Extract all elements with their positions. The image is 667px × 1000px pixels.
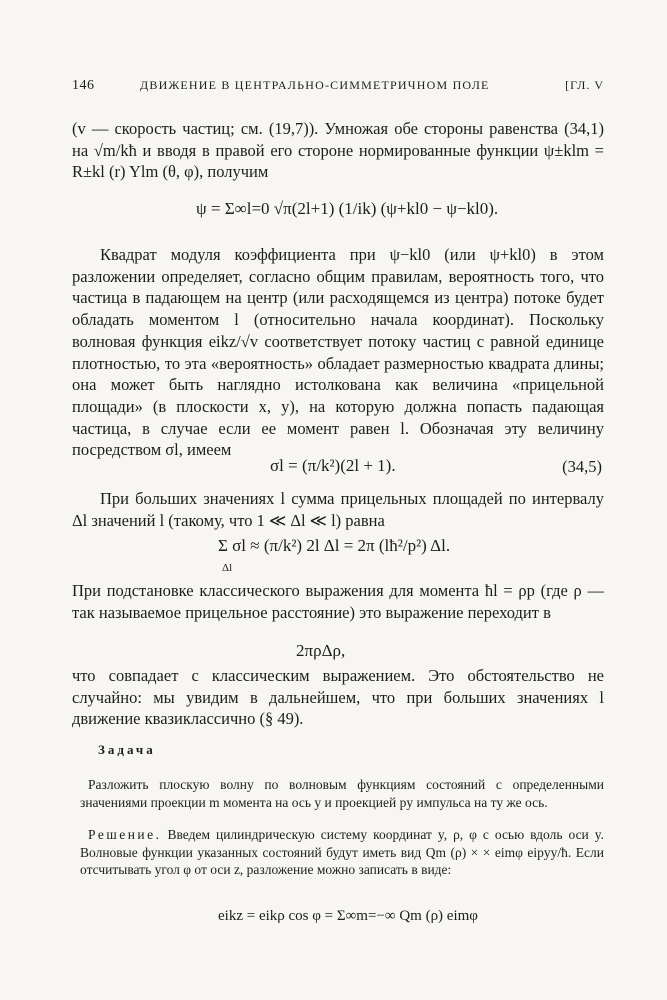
equation-classical: 2πρΔρ, <box>296 641 346 660</box>
equation-sum-sigma: Σ σl ≈ (π/k²) 2l Δl = 2π (lħ²/p²) Δl. <box>218 536 451 555</box>
solution-label: Решение. <box>88 827 162 842</box>
problem-heading: Задача <box>98 742 156 757</box>
sum-index: Δl <box>222 562 233 574</box>
chapter-label: [ГЛ. V <box>565 78 604 92</box>
paragraph-4: При подстановке классического выражения для момента ħl = ρp (где ρ — так называемое прицельное расстояние) это выражение переходит в <box>72 581 604 622</box>
paragraph-5: что совпадает с классическим выражением. Это обстоятельство не случайно: мы увидим в дальнейшем, что при больших значениях l движение квазиклассично (§ 49). <box>72 666 604 729</box>
paragraph-3: При больших значениях l сумма прицельных площадей по интервалу Δl значений l (такому, что 1 ≪ Δl ≪ l) равна <box>72 489 604 530</box>
solution-text: Введем цилиндрическую систему координат y, ρ, φ с осью вдоль оси y. Волновые функции указанных состояний будут иметь вид Qm (ρ) × × eimφ eipyy/ħ. Если отсчитывать угол φ от оси z, разложение можно записать в виде: <box>80 827 604 877</box>
equation-sigma: σl = (π/k²)(2l + 1). <box>270 456 396 475</box>
paragraph-2: Квадрат модуля коэффициента при ψ−kl0 (или ψ+kl0) в этом разложении определяет, согласно общим правилам, вероятность того, что частица в падающем на центр (или расходящемся из центра) потоке будет обладать моментом l (относительно начала координат). Поскольку волновая функция eikz/√v соответствует потоку частиц с равной единице плотностью, то эта «вероятность» обладает размерностью квадрата длины; она может быть наглядно истолкована как величина «прицельной площади» (в плоскости x, y), на которую должна попасть падающая частица, в случае если ее момент равен l. Обозначая эту величину посредством σl, имеем <box>72 245 604 460</box>
page-number: 146 <box>72 78 95 93</box>
equation-plane-wave: eikz = eikρ cos φ = Σ∞m=−∞ Qm (ρ) eimφ <box>218 908 478 924</box>
equation-psi-expansion: ψ = Σ∞l=0 √π(2l+1) (1/ik) (ψ+kl0 − ψ−kl0). <box>196 199 499 218</box>
equation-number: (34,5) <box>562 457 602 476</box>
running-title: ДВИЖЕНИЕ В ЦЕНТРАЛЬНО-СИММЕТРИЧНОМ ПОЛЕ <box>140 78 490 92</box>
problem-solution <box>80 826 604 879</box>
paragraph-1: (v — скорость частиц; см. (19,7)). Умножая обе стороны равенства (34,1) на √m/kħ и вводя в правой его стороне нормированные функции ψ±klm = R±kl (r) Ylm (θ, φ), получим <box>72 119 604 182</box>
problem-statement: Разложить плоскую волну по волновым функциям состояний с определенными значениями проекции m момента на ось y и проекцией py импульса на ту же ось. <box>80 777 604 810</box>
running-header <box>72 78 604 100</box>
